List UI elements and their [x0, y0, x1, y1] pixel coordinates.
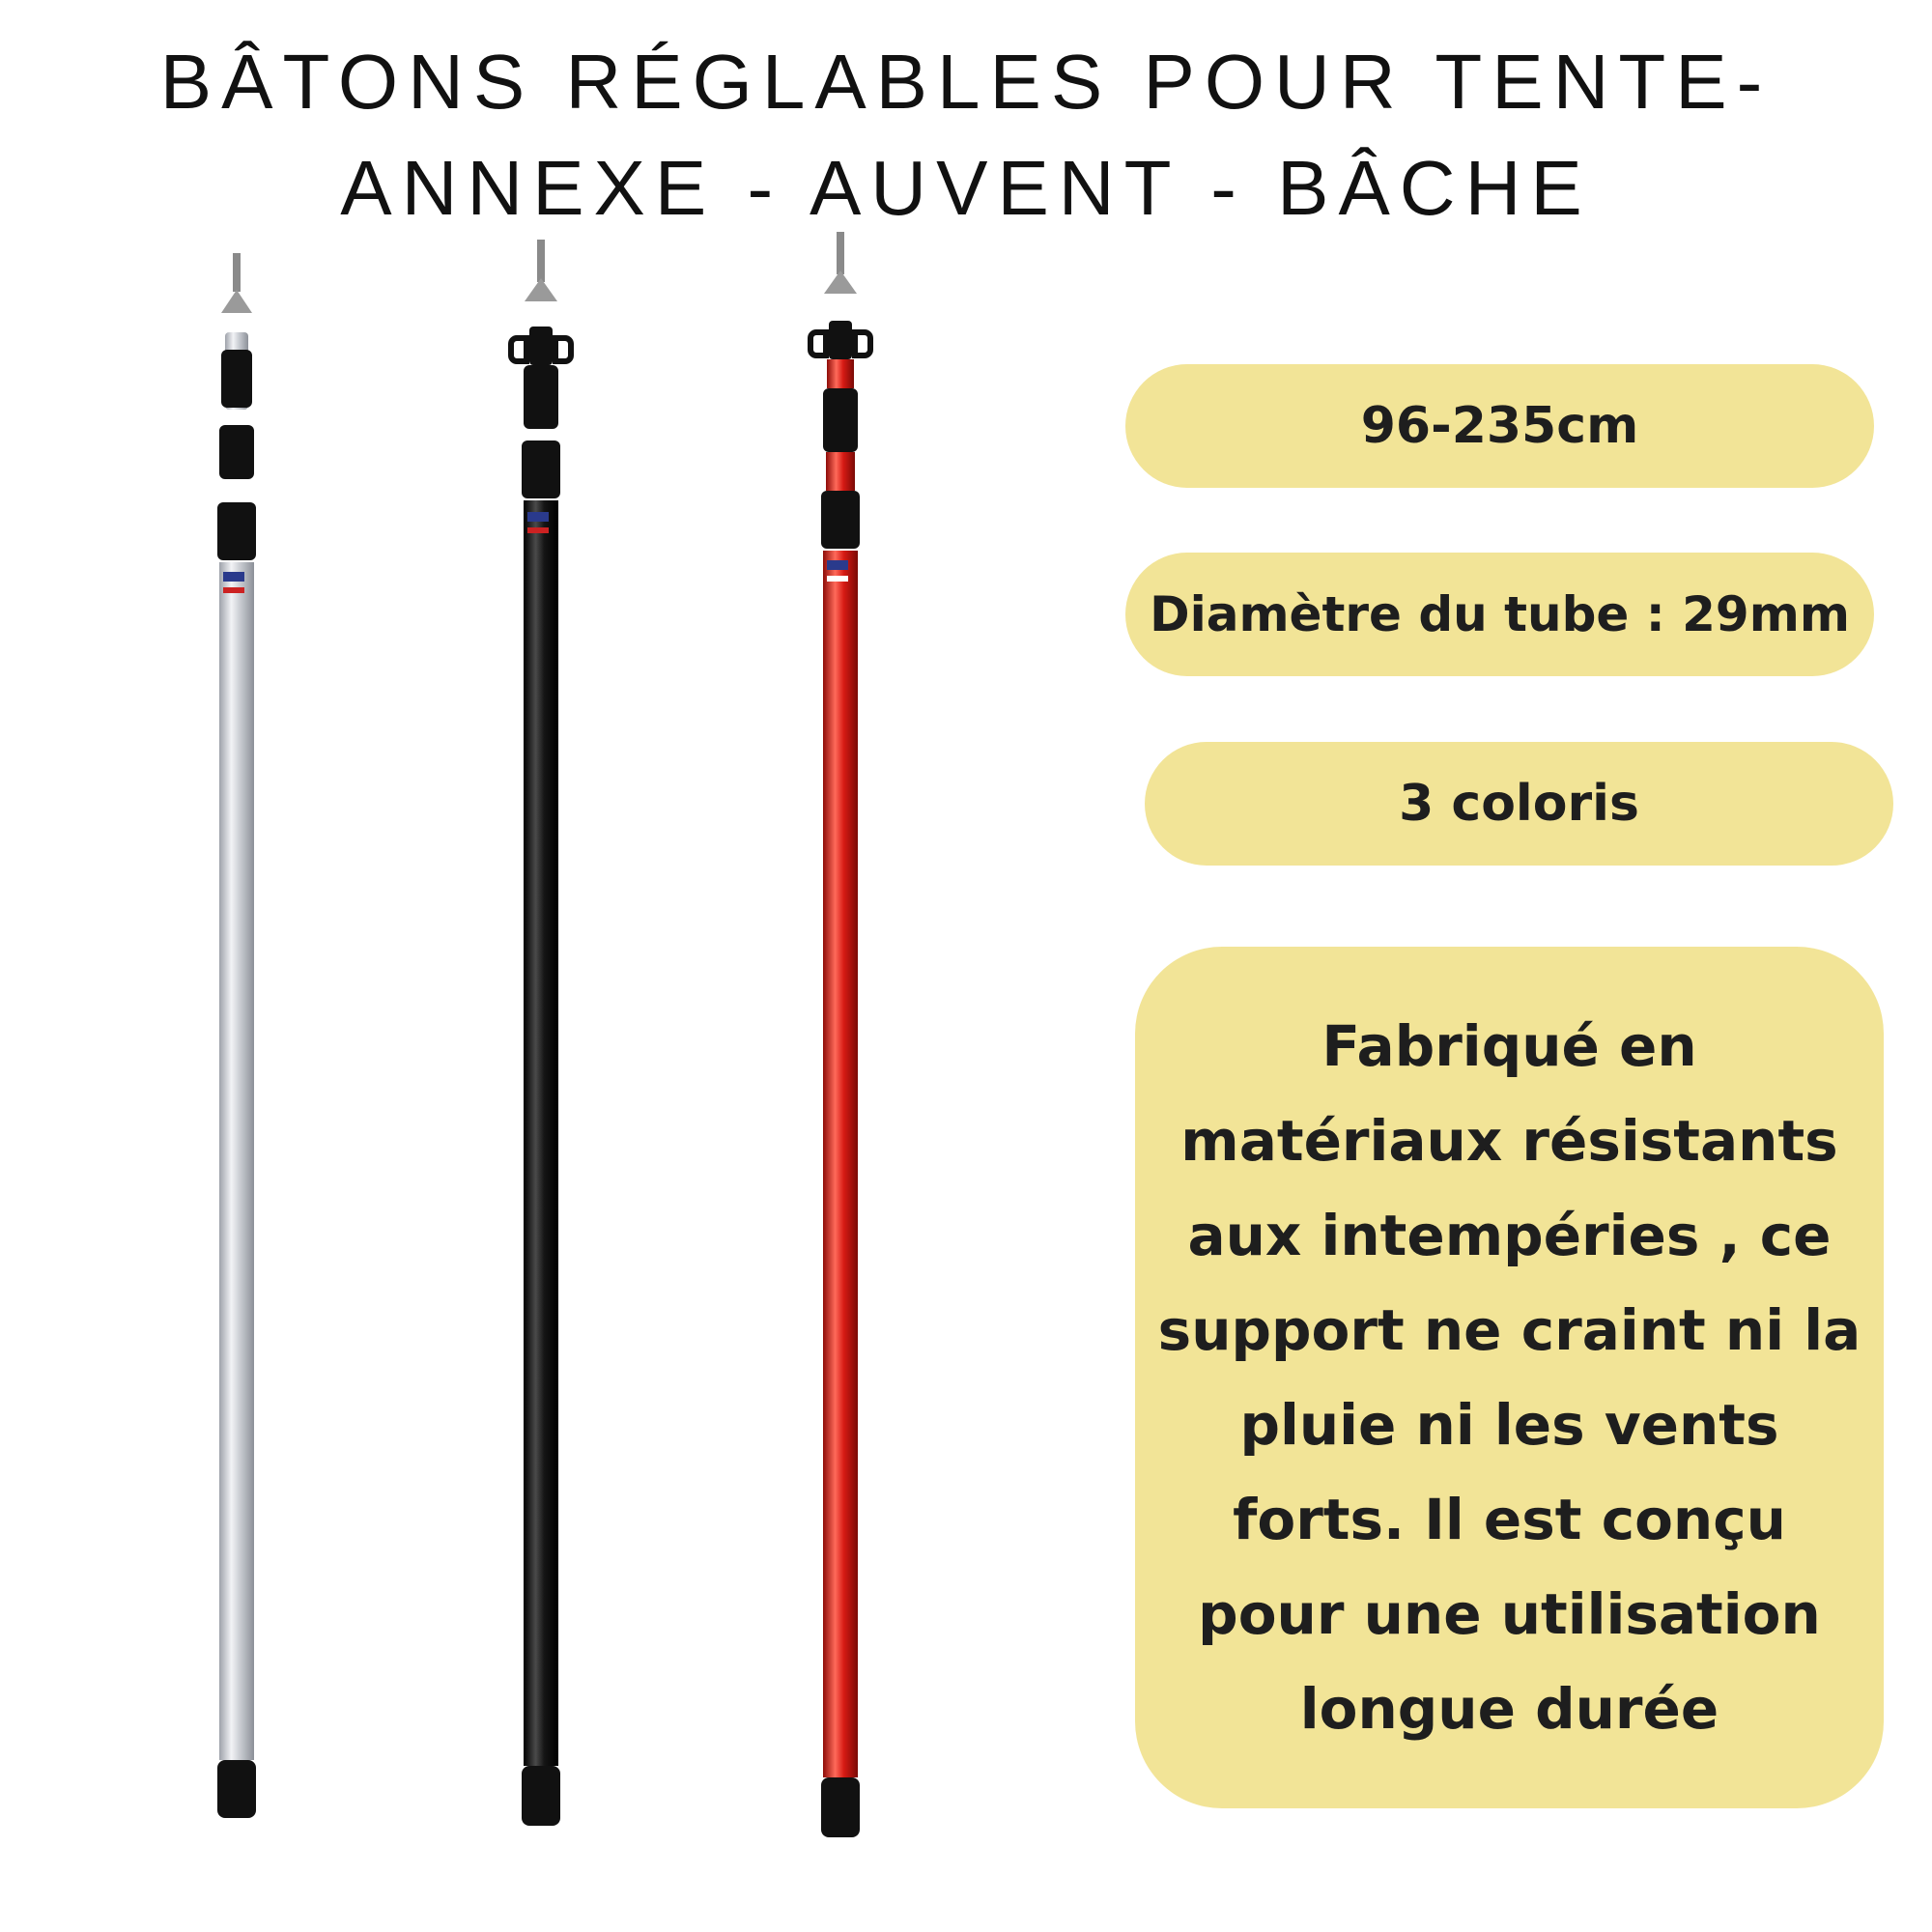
- page-title: [0, 29, 1932, 242]
- description-line-3: aux intempéries , ce: [1187, 1203, 1832, 1268]
- title-line-2: ANNEXE - AUVENT - BÂCHE: [340, 145, 1592, 231]
- description-line-2: matériaux résistants: [1180, 1108, 1838, 1174]
- black-pole: [497, 240, 584, 1843]
- size-badge: [1125, 364, 1874, 488]
- colors-label: 3 coloris: [1399, 775, 1639, 833]
- red-pole: [797, 232, 884, 1855]
- description-line-8: longue durée: [1299, 1676, 1719, 1742]
- title-line-1: BÂTONS RÉGLABLES POUR TENTE-: [159, 39, 1773, 125]
- colors-badge: [1145, 742, 1893, 866]
- size-label: 96-235cm: [1360, 397, 1639, 455]
- description-card: [1135, 947, 1884, 1808]
- description-line-7: pour une utilisation: [1198, 1581, 1821, 1647]
- diameter-badge: [1125, 553, 1874, 676]
- description-line-1: Fabriqué en: [1321, 1013, 1697, 1079]
- description-line-5: pluie ni les vents: [1239, 1392, 1779, 1458]
- description-line-4: support ne craint ni la: [1157, 1297, 1861, 1363]
- description-line-6: forts. Il est conçu: [1233, 1487, 1786, 1552]
- diameter-label: Diamètre du tube : 29mm: [1150, 586, 1850, 642]
- product-image: [145, 222, 918, 1884]
- silver-pole: [198, 253, 275, 1837]
